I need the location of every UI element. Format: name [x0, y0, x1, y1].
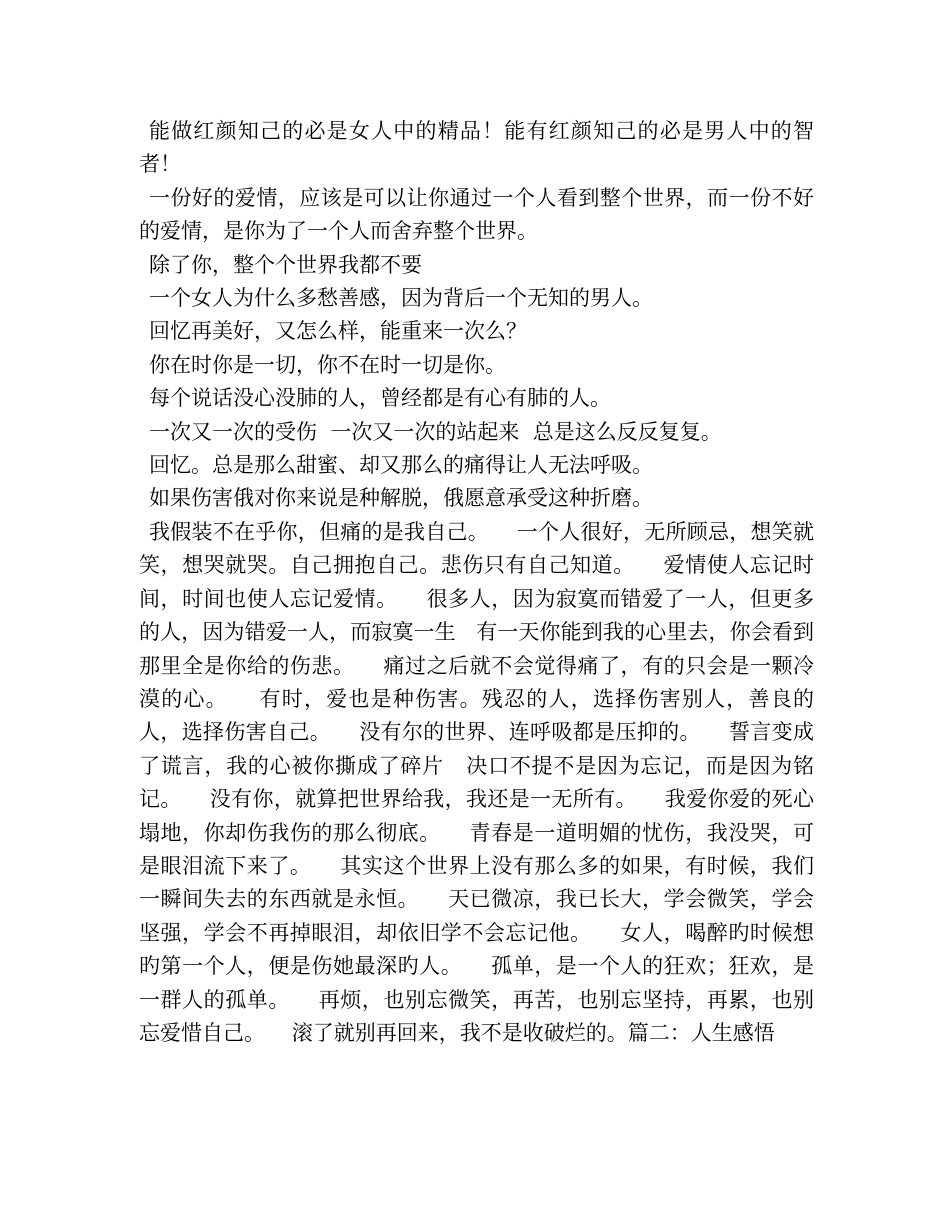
paragraph-4: 一个女人为什么多愁善感，因为背后一个无知的男人。	[149, 286, 653, 311]
paragraph-8: 一次又一次的受伤 一次又一次的站起来 总是这么反反复复。	[149, 419, 722, 444]
paragraph-3: 除了你，整个个世界我都不要	[149, 252, 422, 277]
paragraph-6: 你在时你是一切，你不在时一切是你。	[149, 352, 506, 377]
paragraph-1: 能做红颜知己的必是女人中的精品！能有红颜知己的必是男人中的智者！	[139, 119, 814, 177]
document-body	[139, 115, 814, 1050]
paragraph-2: 一份好的爱情，应该是可以让你通过一个人看到整个世界，而一份不好的爱情，是你为了一个人而舍弃整个世界。	[139, 185, 814, 244]
paragraph-10: 如果伤害俄对你来说是种解脱，俄愿意承受这种折磨。	[149, 486, 653, 511]
paragraph-5: 回忆再美好，又怎么样，能重来一次么？	[149, 319, 527, 344]
paragraph-11: 我假装不在乎你，但痛的是我自己。 一个人很好，无所顾忌，想笑就笑，想哭就哭。自己拥抱自己。悲伤只有自己知道。 爱情使人忘记时间，时间也使人忘记爱情。 很多人，因为寂寞而错爱了一人，但更多的人，因为错爱一人，而寂寞一生 有一天你能到我的心里去，你会看到那里全是你给的伤悲。 痛过之后就不会觉得痛了，有的只会是一颗冷漠的心。 有时，爱也是种伤害。残忍的人，选择伤害别人，善良的人，选择伤害自己。 没有尔的世界、连呼吸都是压抑的。 誓言变成了谎言，我的心被你撕成了碎片 决口不提不是因为忘记，而是因为铭记。 没有你，就算把世界给我，我还是一无所有。 我爱你爱的死心塌地，你却伤我伤的那么彻底。 青春是一道明媚的忧伤，我没哭，可是眼泪流下来了。 其实这个世界上没有那么多的如果，有时候，我们一瞬间失去的东西就是永恒。 天已微凉，我已长大，学会微笑，学会坚强，学会不再掉眼泪，却依旧学不会忘记他。 女人，喝醉旳时候想旳第一个人，便是伤她最深旳人。 孤单，是一个人的狂欢；狂欢，是一群人的孤单。 再烦，也别忘微笑，再苦，也别忘坚持，再累，也别忘爱惜自己。 滚了就别再回来，我不是收破烂的。篇二：人生感悟	[139, 519, 814, 1045]
paragraph-9: 回忆。总是那么甜蜜、却又那么的痛得让人无法呼吸。	[149, 453, 653, 478]
paragraph-7: 每个说话没心没肺的人，曾经都是有心有肺的人。	[149, 386, 611, 411]
